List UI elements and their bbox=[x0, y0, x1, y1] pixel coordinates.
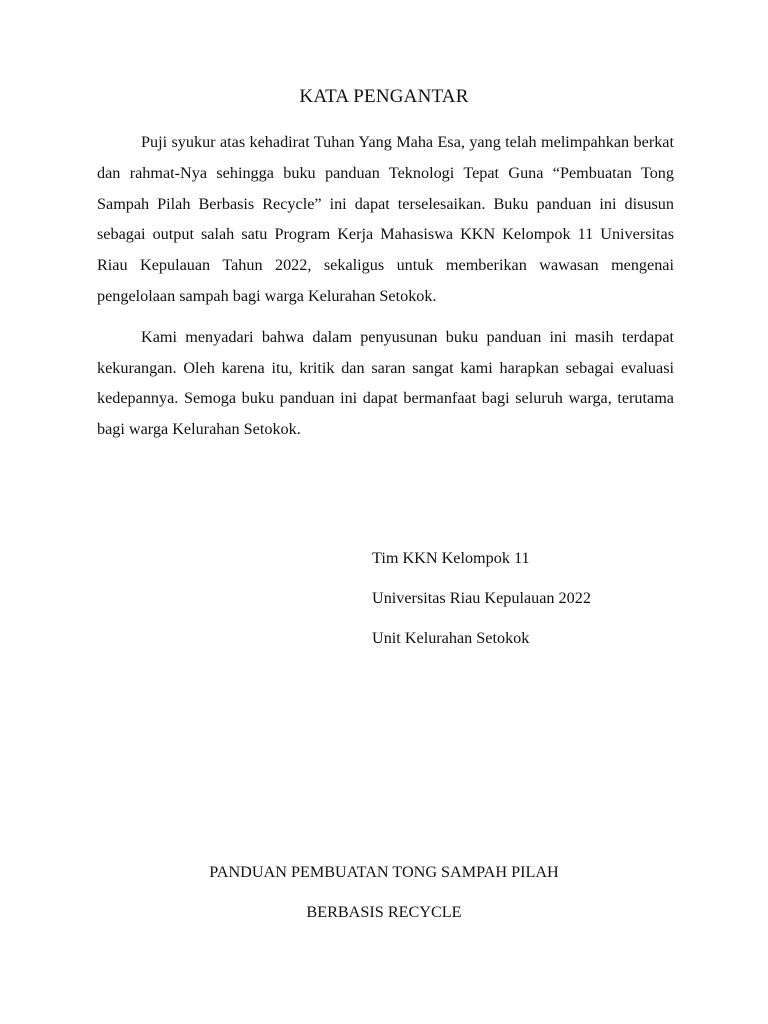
body-text bbox=[97, 127, 674, 455]
signature-block bbox=[372, 548, 702, 668]
signature-unit: Unit Kelurahan Setokok bbox=[372, 629, 530, 647]
signature-team: Tim KKN Kelompok 11 bbox=[372, 549, 530, 567]
signature-university: Universitas Riau Kepulauan 2022 bbox=[372, 589, 591, 607]
footer-title bbox=[0, 862, 768, 942]
footer-line-1: PANDUAN PEMBUATAN TONG SAMPAH PILAH bbox=[209, 863, 559, 881]
paragraph-1: Puji syukur atas kehadirat Tuhan Yang Maha Esa, yang telah melimpahkan berkat dan rahmat-Nya sehingga buku panduan Teknologi Tepat Guna “Pembuatan Tong Sampah Pilah Berbasis Recycle” ini dapat terselesaikan. Buku panduan ini disusun sebagai output salah satu Program Kerja Mahasiswa KKN Kelompok 11 Universitas Riau Kepulauan Tahun 2022, sekaligus untuk memberikan wawasan mengenai pengelolaan sampah bagi warga Kelurahan Setokok. bbox=[97, 133, 674, 305]
page-title: KATA PENGANTAR bbox=[299, 86, 469, 107]
footer-line-2: BERBASIS RECYCLE bbox=[306, 903, 462, 921]
paragraph-2: Kami menyadari bahwa dalam penyusunan buku panduan ini masih terdapat kekurangan. Oleh karena itu, kritik dan saran sangat kami harapkan sebagai evaluasi kedepannya. Semoga buku panduan ini dapat bermanfaat bagi seluruh warga, terutama bagi warga Kelurahan Setokok. bbox=[97, 327, 674, 439]
